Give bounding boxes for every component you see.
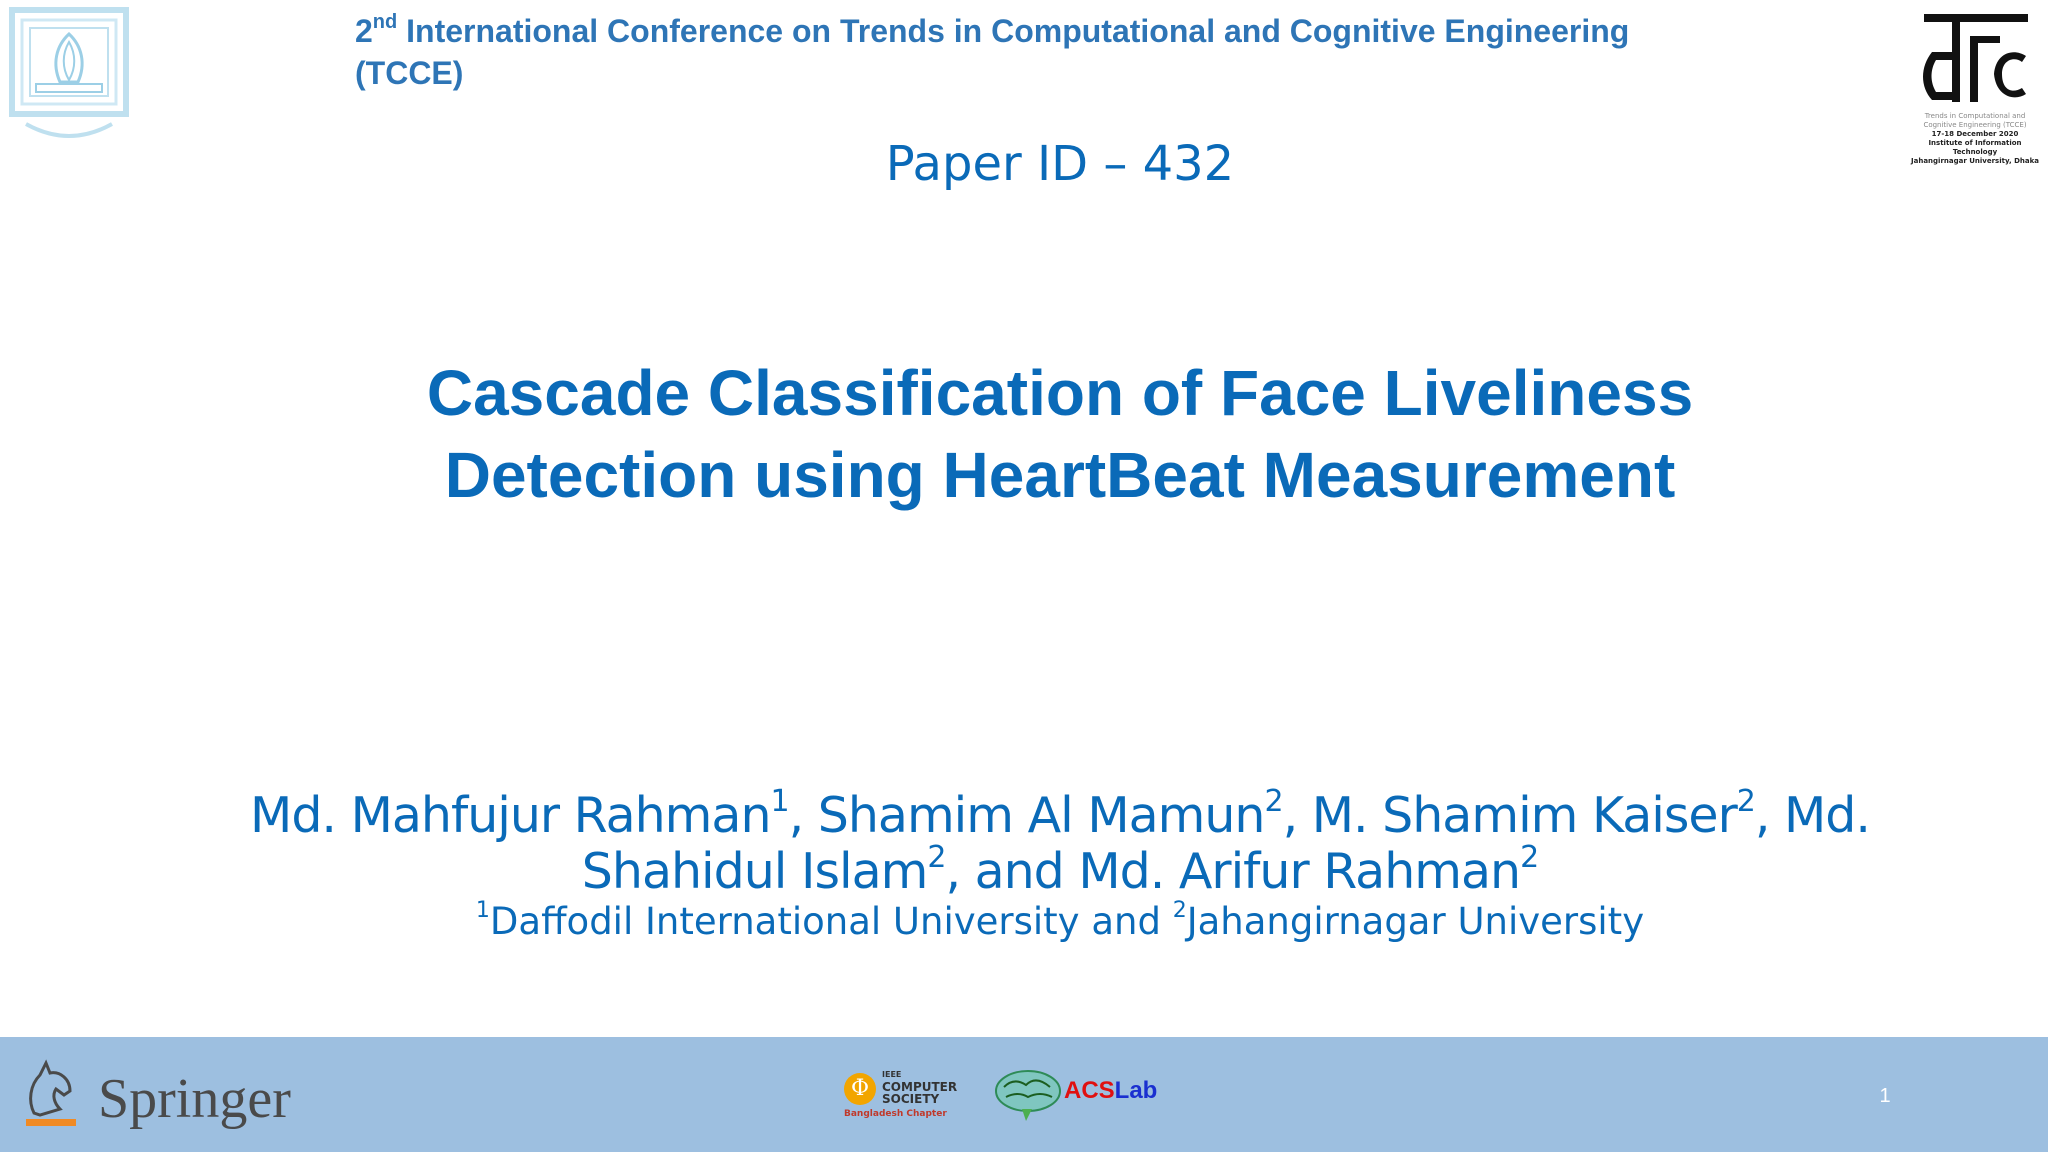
ieee-text (882, 1069, 957, 1105)
ieee-line3: SOCIETY (882, 1092, 940, 1106)
conference-ordinal: 2 (355, 13, 373, 49)
ieee-line1: IEEE (882, 1070, 902, 1079)
paper-title-line2: Detection using HeartBeat Measurement (444, 439, 1676, 511)
author-affiliation-sup: 1 (770, 783, 789, 819)
affiliations (200, 897, 1920, 944)
acs-label: ACS (1064, 1077, 1115, 1104)
conference-ordinal-suffix: nd (372, 11, 398, 34)
paper-title (200, 352, 1920, 516)
author-name: Shamim Al Mamun (817, 787, 1265, 844)
university-seal-logo (8, 6, 130, 146)
page-number: 1 (1879, 1085, 1891, 1107)
tcce-line5: Jahangirnagar University, Dhaka (1911, 157, 2039, 165)
author-separator: , (1282, 787, 1312, 844)
acs-lab-label (1064, 1077, 1157, 1105)
author-separator: , and (945, 843, 1079, 900)
tcce-line2: Cognitive Engineering (TCCE) (1923, 121, 2027, 129)
tcce-line1: Trends in Computational and (1924, 112, 2026, 120)
author-name: Md. Shahidul Islam (581, 787, 1870, 900)
author-affiliation-sup: 2 (1736, 783, 1755, 819)
affiliation-sup-2: 2 (1172, 897, 1187, 923)
ieee-chapter: Bangladesh Chapter (844, 1109, 947, 1119)
affiliation-2: Jahangirnagar University (1186, 900, 1645, 943)
author-name: Md. Arifur Rahman (1078, 843, 1521, 900)
ieee-phi-icon: Φ (844, 1073, 876, 1105)
tcce-line3: 17-18 December 2020 (1931, 130, 2019, 138)
springer-horse-icon (20, 1055, 82, 1135)
springer-label: Springer (98, 1068, 291, 1130)
ieee-line2: COMPUTER (882, 1080, 958, 1094)
author-list (200, 783, 1920, 900)
brain-icon (992, 1065, 1062, 1123)
author-separator: , (788, 787, 818, 844)
paper-title-line1: Cascade Classification of Face Liveliness (426, 357, 1694, 429)
author-name: Md. Mahfujur Rahman (250, 787, 771, 844)
lab-label: Lab (1114, 1077, 1158, 1104)
conference-name: International Conference on Trends in Computational and Cognitive Engineering (406, 13, 1630, 49)
affiliation-1: Daffodil International University and (489, 900, 1173, 943)
tcce-line4: Institute of Information Technology (1928, 139, 2022, 156)
paper-id: Paper ID – 432 (885, 136, 1235, 192)
author-affiliation-sup: 2 (927, 839, 946, 875)
author-affiliation-sup: 2 (1520, 839, 1539, 875)
author-separator: , (1754, 787, 1784, 844)
author-name: M. Shamim Kaiser (1311, 787, 1737, 844)
conference-abbrev: (TCCE) (355, 55, 464, 91)
ieee-computer-society-logo (844, 1069, 956, 1121)
author-affiliation-sup: 2 (1264, 783, 1283, 819)
springer-logo (20, 1055, 320, 1135)
tcce-mark-icon (1922, 12, 2032, 112)
affiliation-sup-1: 1 (475, 897, 490, 923)
footer-bar (0, 1037, 2048, 1152)
acs-lab-logo (992, 1065, 1162, 1127)
conference-title (355, 10, 1755, 94)
